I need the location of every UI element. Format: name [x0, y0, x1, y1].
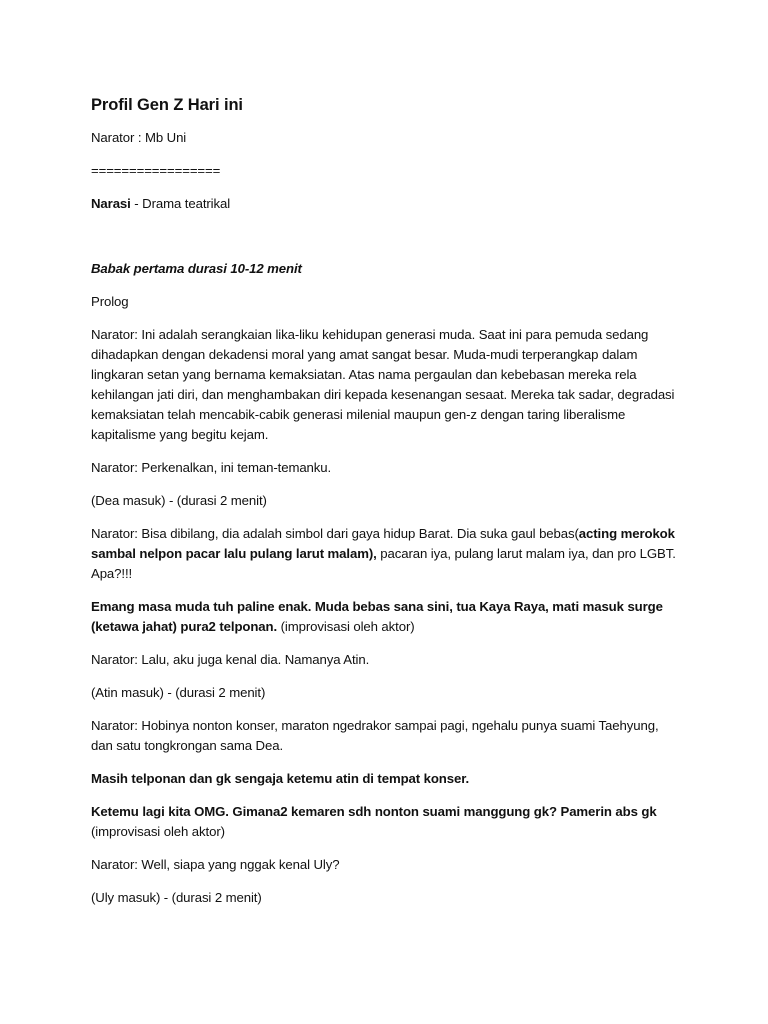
narasi-line	[91, 194, 681, 214]
blank-line	[91, 227, 681, 259]
stage-direction-uly: (Uly masuk) - (durasi 2 menit)	[91, 890, 262, 905]
paragraph-atin: Narator: Hobinya nonton konser, maraton ngedrakor sampai pagi, ngehalu punya suami Taehyung, dan satu tongkrongan sama Dea.	[91, 718, 659, 753]
stage-direction-dea: (Dea masuk) - (durasi 2 menit)	[91, 493, 267, 508]
dea-text-c: pacaran iya, pulang larut malam iya, dan pro LGBT. Apa?!!!	[91, 546, 676, 581]
dialogue-atin	[91, 802, 681, 842]
dea-dialogue-rest: (improvisasi oleh aktor)	[277, 619, 415, 634]
prolog-label: Prolog	[91, 294, 129, 309]
separator-line: =================	[91, 163, 221, 178]
atin-dialogue-rest: (improvisasi oleh aktor)	[91, 824, 225, 839]
document-title: Profil Gen Z Hari ini	[91, 96, 243, 114]
document-body	[91, 93, 681, 921]
paragraph-dea	[91, 524, 681, 584]
paragraph-atin-intro: Narator: Lalu, aku juga kenal dia. Namanya Atin.	[91, 652, 370, 667]
atin-dialogue-bold: Ketemu lagi kita OMG. Gimana2 kemaren sdh nonton suami manggung gk? Pamerin abs gk	[91, 804, 657, 819]
narasi-label: Narasi	[91, 196, 131, 211]
babak-heading: Babak pertama durasi 10-12 menit	[91, 261, 302, 276]
dialogue-dea	[91, 597, 681, 637]
narasi-rest: - Drama teatrikal	[130, 196, 231, 211]
paragraph-narrator-intro: Narator: Ini adalah serangkaian lika-liku kehidupan generasi muda. Saat ini para pemuda sedang dihadapkan dengan dekadensi moral yang amat sangat besar. Muda-mudi terperangkap dalam lingkaran setan yang bernama kemaksiatan. Atas nama pergaulan dan kebebasan mereka rela kehilangan jati diri, dan menghambakan diri kepada kesenangan sesaat. Mereka tak sadar, degradasi kemaksiatan telah mencabik-cabik generasi milenial maupun gen-z dengan taring liberalisme kapitalisme yang begitu kejam.	[91, 327, 675, 442]
dea-text-a: Narator: Bisa dibilang, dia adalah simbol dari gaya hidup Barat. Dia suka gaul bebas(	[91, 526, 579, 541]
stage-direction-konser: Masih telponan dan gk sengaja ketemu atin di tempat konser.	[91, 771, 470, 786]
dea-dialogue-bold: Emang masa muda tuh paline enak. Muda bebas sana sini, tua Kaya Raya, mati masuk surge (ketawa jahat) pura2 telponan.	[91, 599, 663, 634]
narrator-line: Narator : Mb Uni	[91, 130, 187, 145]
dea-text-bold: acting merokok sambal nelpon pacar lalu pulang larut malam),	[91, 526, 675, 561]
stage-direction-atin: (Atin masuk) - (durasi 2 menit)	[91, 685, 266, 700]
paragraph-perkenalan: Narator: Perkenalkan, ini teman-temanku.	[91, 460, 332, 475]
paragraph-uly-intro: Narator: Well, siapa yang nggak kenal Uly?	[91, 857, 340, 872]
